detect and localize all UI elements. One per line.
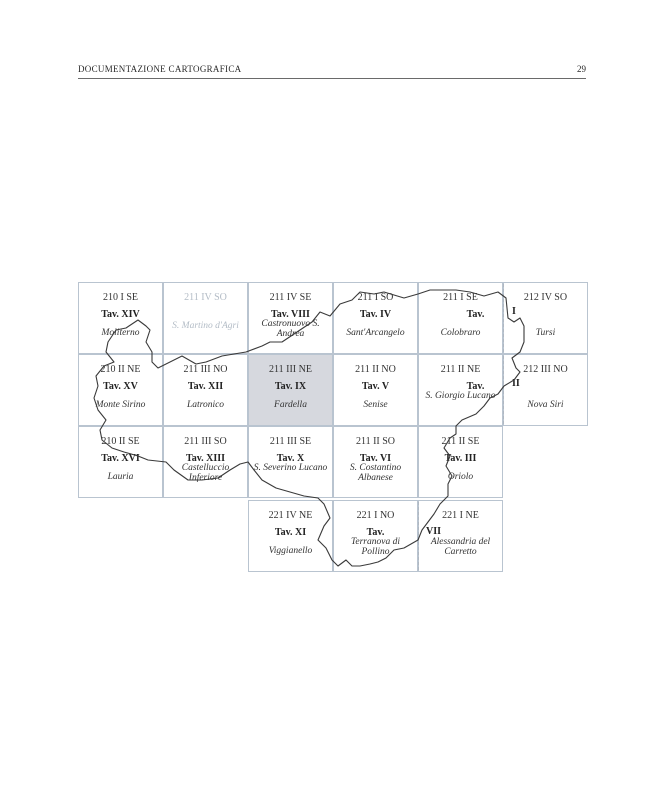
sheet-place: Senise [363, 400, 388, 410]
sheet-code: 212 III NO [523, 364, 568, 375]
sheet-tav: Tav. XIII [185, 453, 226, 464]
sheet-211-III-NE[interactable] [248, 354, 333, 426]
sheet-210-II-NE[interactable] [78, 354, 163, 426]
sheet-212-IV-SO[interactable] [503, 282, 588, 354]
sheet-tav: Tav. [366, 527, 385, 538]
sheet-place: Oriolo [447, 472, 474, 482]
sheet-place: S. Martino d'Agri [172, 321, 239, 331]
sheet-code: 211 III NE [269, 364, 312, 375]
sheet-place: Lauria [107, 472, 134, 482]
sheet-code: 211 III NO [183, 364, 228, 375]
sheet-tav: Tav. IV [359, 309, 392, 320]
sheet-211-II-NO[interactable] [333, 354, 418, 426]
sheet-code: 211 II NO [355, 364, 396, 375]
sheet-tav: Tav. V [361, 381, 390, 392]
sheet-tav: Tav. IX [274, 381, 307, 392]
sheet-tav: Tav. [466, 309, 485, 320]
sheet-code: 211 II NE [440, 364, 481, 375]
sheet-place: S. Severino Lucano [253, 463, 328, 473]
sheet-place: Alessandria del Carretto [430, 537, 491, 557]
sheet-211-I-SO[interactable] [333, 282, 418, 354]
sheet-code: 211 I SO [357, 292, 394, 303]
sheet-210-II-SE[interactable] [78, 426, 163, 498]
sheet-211-IV-SE[interactable] [248, 282, 333, 354]
sheet-tav: Tav. VIII [271, 309, 310, 320]
sheet-code: 211 II SO [355, 436, 396, 447]
sheet-place: Latronico [186, 400, 225, 410]
sheet-code: 211 III SE [269, 436, 312, 447]
sheet-code: 221 I NE [442, 510, 479, 521]
sheet-tav: Tav. III [444, 453, 477, 464]
sheet-tav: Tav. XI [274, 527, 307, 538]
tav-continuation-label: II [512, 378, 520, 389]
sheet-place: Nova Siri [527, 400, 564, 410]
sheet-place: Terranova di Pollino [350, 537, 400, 557]
sheet-place: Tursi [535, 328, 556, 338]
dashed-divider [503, 284, 504, 352]
sheet-code: 212 IV SO [523, 292, 568, 303]
sheet-place: Sant'Arcangelo [346, 328, 405, 338]
sheet-place: Monte Sirino [95, 400, 146, 410]
sheet-tav: Tav. X [276, 453, 305, 464]
sheet-210-I-SE[interactable] [78, 282, 163, 354]
sheet-code: 211 III SO [184, 436, 227, 447]
sheet-212-III-NO[interactable] [503, 354, 588, 426]
header-title: DOCUMENTAZIONE CARTOGRAFICA [78, 64, 242, 74]
sheet-211-III-NO[interactable] [163, 354, 248, 426]
sheet-221-I-NO[interactable] [333, 500, 418, 572]
sheet-place: Moliterno [101, 328, 140, 338]
dashed-divider [503, 356, 504, 424]
tav-continuation-label: VII [426, 526, 442, 537]
sheet-place: Castelluccio Inferiore [181, 463, 230, 483]
sheet-code: 221 IV NE [268, 510, 313, 521]
sheet-tav: Tav. XV [103, 381, 138, 392]
sheet-tav: Tav. VI [359, 453, 392, 464]
sheet-place: Viggianello [268, 546, 313, 556]
sheet-tav: Tav. XII [187, 381, 224, 392]
sheet-code: 211 IV SE [269, 292, 312, 303]
sheet-code: 221 I NO [356, 510, 395, 521]
sheet-place: Colobraro [440, 328, 481, 338]
sheet-211-II-SE[interactable] [418, 426, 503, 498]
sheet-code: 211 IV SO [184, 292, 227, 303]
tav-continuation-label: I [512, 306, 516, 317]
sheet-tav: Tav. XIV [101, 309, 140, 320]
sheet-211-II-SO[interactable] [333, 426, 418, 498]
sheet-221-IV-NE[interactable] [248, 500, 333, 572]
sheet-place: Castronuovo S. Andrea [261, 319, 320, 339]
sheet-211-IV-SO[interactable] [163, 282, 248, 354]
sheet-211-I-SE[interactable] [418, 282, 503, 354]
sheet-place: S. Giorgio Lucano [425, 391, 496, 401]
sheet-place: Fardella [274, 400, 307, 410]
sheet-tav: Tav. XVI [101, 453, 140, 464]
sheet-tav: Tav. [466, 381, 485, 392]
sheet-place: S. Costantino Albanese [349, 463, 402, 483]
page-number: 29 [577, 64, 586, 74]
sheet-code: 210 I SE [103, 292, 138, 303]
sheet-211-III-SE[interactable] [248, 426, 333, 498]
sheet-211-III-SO[interactable] [163, 426, 248, 498]
sheet-code: 210 II SE [101, 436, 140, 447]
sheet-211-II-NE[interactable] [418, 354, 503, 426]
sheet-code: 210 II NE [100, 364, 141, 375]
sheet-code: 211 I SE [443, 292, 478, 303]
dashed-divider [418, 502, 419, 570]
sheet-code: 211 II SE [441, 436, 480, 447]
